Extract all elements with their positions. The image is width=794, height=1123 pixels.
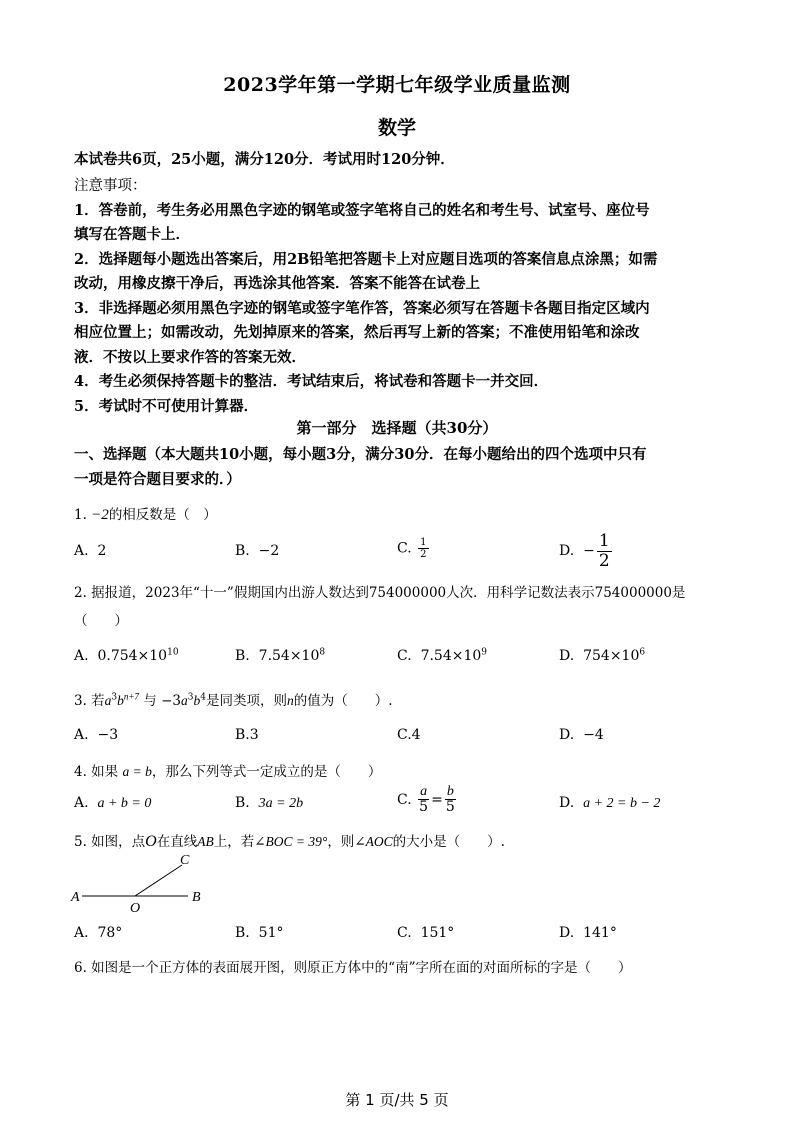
denominator: 5 (445, 799, 455, 816)
option-c (397, 784, 458, 816)
option-b (235, 543, 279, 559)
question-1 (74, 503, 217, 524)
denominator: 5 (419, 799, 429, 816)
question-text: 的相反数是（ ） (108, 507, 217, 523)
section-heading-b: 一项是符合题目要求的．） (74, 471, 241, 488)
option-label: B. (235, 925, 250, 941)
option-label: B. (235, 648, 250, 664)
angle-expression: ∠AOC (354, 834, 393, 849)
option-b (235, 727, 259, 743)
denominator: 2 (598, 550, 610, 571)
coefficient: −3 (161, 693, 181, 709)
question-text: 4. 如果 (74, 764, 119, 780)
numerator: 1 (598, 531, 610, 551)
exponent: 8 (319, 647, 326, 658)
option-label: A. (74, 925, 89, 941)
equals-sign: = (431, 791, 443, 808)
question-text: 的大小是（ ）. (392, 834, 505, 850)
option-a (74, 543, 106, 559)
option-value: 141° (583, 925, 617, 941)
fraction (418, 537, 428, 560)
point-c-label: C (180, 853, 190, 868)
option-label: D. (559, 648, 575, 664)
option-d (559, 648, 645, 664)
question-text: 在直线 (156, 834, 198, 850)
option-label: D. (559, 795, 575, 811)
option-label: B. (235, 727, 250, 743)
option-d (559, 795, 660, 812)
denominator: 2 (420, 549, 427, 560)
option-value: a + b = 0 (97, 796, 152, 811)
question-5 (74, 830, 505, 851)
notice-3c: 液．不按以上要求作答的答案无效． (74, 349, 306, 366)
point-a-label: A (71, 890, 80, 905)
option-value: −4 (583, 727, 604, 743)
question-3 (74, 689, 393, 709)
notice-1a: 1．答卷前，考生务必用黑色字迹的钢笔或签字笔将自己的姓名和考生号、试室号、座位号 (74, 202, 650, 219)
option-value: 7.54×10 (420, 648, 482, 664)
question-text: ，那么下列等式一定成立的是（ ） (151, 764, 382, 780)
question-number: 1. (74, 507, 87, 523)
numerator: 1 (420, 537, 427, 548)
notice-title: 注意事项： (74, 178, 147, 194)
option-b (235, 648, 325, 664)
fraction (597, 532, 612, 570)
option-b (235, 925, 283, 941)
option-label: A. (74, 795, 89, 811)
option-label: C. (397, 727, 412, 743)
option-a (74, 648, 179, 664)
question-text: 3. 若 (74, 693, 105, 709)
exponent: n+7 (123, 691, 139, 702)
option-label: D. (559, 727, 575, 743)
option-c (397, 648, 487, 664)
option-value: −3 (97, 727, 119, 743)
notice-4: 4．考生必须保持答题卡的整洁．考试结束后，将试卷和答题卡一并交回． (74, 373, 549, 390)
exponent: 10 (167, 647, 179, 658)
notice-5: 5．考试时不可使用计算器． (74, 398, 259, 415)
condition: a = b (122, 764, 152, 779)
variable: a (104, 693, 112, 708)
option-value: 3a = 2b (258, 796, 304, 811)
question-2-text-a: 2. 据报道，2023年“十一”假期国内出游人数达到754000000人次．用科学记数法表示754000000是 (74, 585, 686, 601)
option-label: C. (397, 540, 412, 557)
option-label: D. (559, 925, 575, 941)
question-text: 与 (143, 693, 157, 709)
variable: b (117, 693, 124, 708)
option-value: 3 (249, 727, 259, 743)
option-label: D. (559, 543, 575, 560)
option-value: 78° (97, 925, 123, 941)
ray-oc (135, 865, 182, 896)
question-text: 5. 如图，点 (74, 834, 146, 850)
option-c (397, 727, 421, 743)
angle-diagram (70, 850, 220, 915)
notice-1b: 填写在答题卡上． (74, 226, 190, 243)
question-2-text-b: （ ） (74, 613, 128, 629)
option-value: −2 (258, 543, 280, 559)
exponent: 6 (639, 647, 646, 658)
fraction (445, 784, 456, 816)
option-a (74, 925, 122, 941)
option-d (559, 532, 614, 570)
option-a (74, 795, 151, 812)
question-4 (74, 760, 381, 780)
numerator: a (420, 784, 428, 799)
exponent: 9 (481, 647, 488, 658)
exponent: 4 (200, 692, 206, 703)
option-b (235, 795, 303, 812)
option-label: C. (397, 925, 412, 941)
option-value: 754×10 (583, 648, 640, 664)
option-value: 151° (420, 925, 455, 941)
line-label: AB (197, 834, 214, 849)
option-d (559, 925, 617, 941)
exponent: 3 (111, 692, 118, 703)
minus-sign: − (583, 543, 595, 560)
exam-title: 2023学年第一学期七年级学业质量监测 (223, 74, 571, 96)
angle-expression: ∠BOC = 39° (254, 834, 328, 849)
notice-2b: 改动，用橡皮擦干净后，再选涂其他答案．答案不能答在试卷上 (74, 275, 480, 292)
question-6-text: 6. 如图是一个正方体的表面展开图，则原正方体中的“南”字所在面的对面所标的字是（ ） (74, 960, 632, 976)
option-label: B. (235, 543, 250, 559)
section-part-title: 第一部分 选择题（共30分） (296, 419, 498, 437)
point-b-label: B (192, 890, 201, 905)
option-value: 51° (258, 925, 284, 941)
intro-summary: 本试卷共6页，25小题，满分120分．考试用时120分钟． (74, 151, 455, 168)
variable: a (180, 693, 188, 708)
option-c (397, 925, 454, 941)
math-expression: −2 (91, 507, 109, 523)
question-text: 上，若 (213, 834, 255, 850)
option-a (74, 727, 118, 743)
option-d (559, 727, 604, 743)
option-label: C. (397, 791, 412, 808)
question-text: 的值为（ ）. (293, 693, 393, 709)
point-label: O (145, 833, 157, 850)
option-value: 2 (97, 543, 107, 559)
option-label: C. (397, 648, 412, 664)
subject-title: 数学 (377, 117, 416, 139)
exponent: 3 (187, 692, 194, 703)
option-value: 0.754×10 (97, 648, 168, 664)
section-heading-a: 一、选择题（本大题共10小题，每小题3分，满分30分．在每小题给出的四个选项中只有 (74, 446, 647, 463)
notice-3a: 3．非选择题必须用黑色字迹的钢笔或签字笔作答，答案必须写在答题卡各题目指定区域内 (74, 300, 650, 317)
option-c (397, 537, 431, 560)
page-footer: 第 1 页/共 5 页 (345, 1091, 449, 1109)
question-text: ，则 (327, 834, 355, 850)
numerator: b (446, 784, 454, 799)
option-label: A. (74, 648, 89, 664)
notice-2a: 2．选择题每小题选出答案后，用2B铅笔把答题卡上对应题目选项的答案信息点涂黑；如需 (74, 251, 658, 268)
option-label: B. (235, 795, 250, 811)
option-value: 4 (411, 727, 421, 743)
variable: n (286, 693, 294, 708)
point-o-label: O (130, 901, 141, 915)
fraction (418, 784, 429, 816)
question-text: 是同类项，则 (205, 693, 287, 709)
notice-3b: 相应位置上；如需改动，先划掉原来的答案，然后再写上新的答案；不准使用铅笔和涂改 (74, 324, 640, 341)
option-value: 7.54×10 (258, 648, 320, 664)
option-value: a + 2 = b − 2 (583, 796, 661, 811)
option-label: A. (74, 543, 89, 559)
variable: b (193, 693, 201, 708)
option-label: A. (74, 727, 89, 743)
